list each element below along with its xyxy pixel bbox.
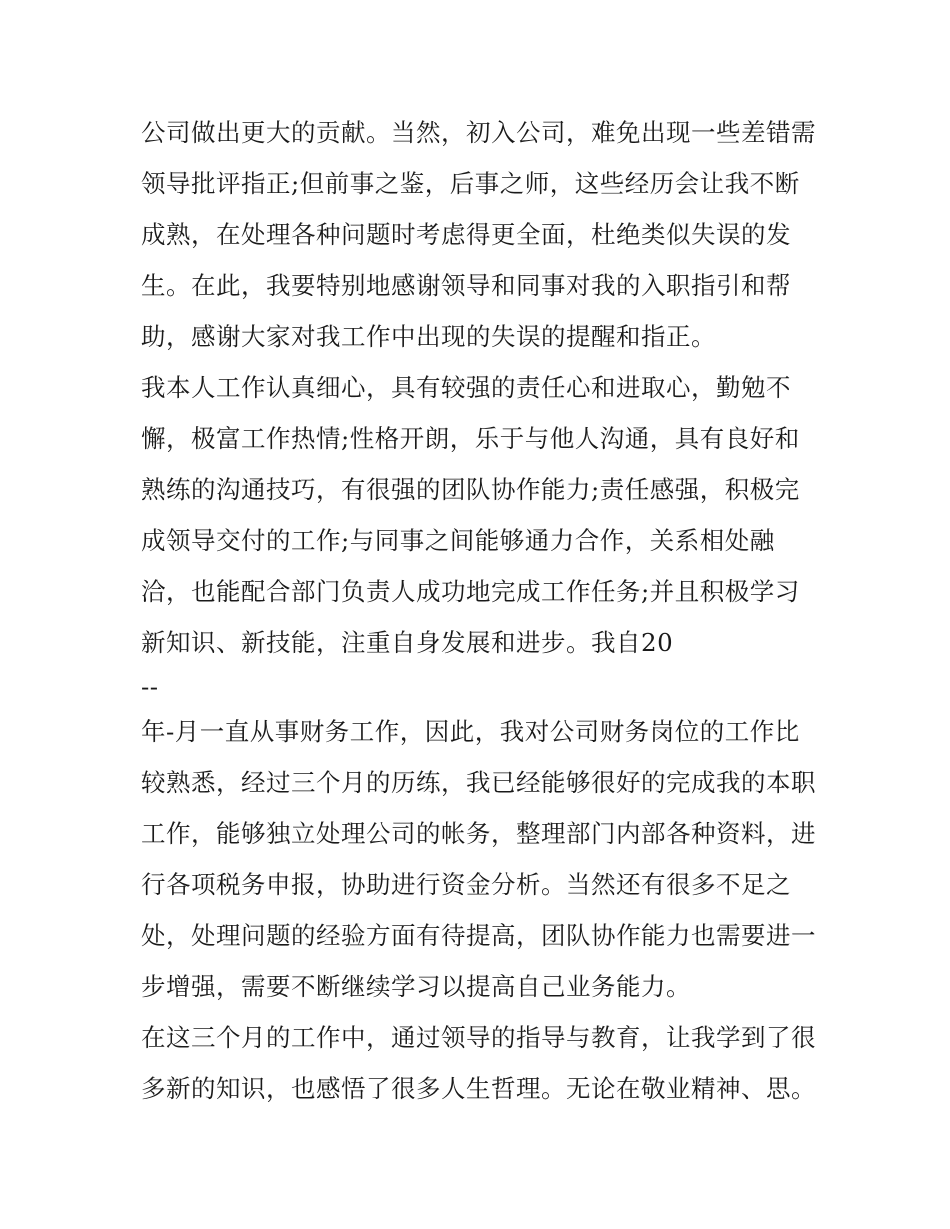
text-line: 处，处理问题的经验方面有待提高，团队协作能力也需要进一: [141, 921, 816, 950]
text-line: 在这三个月的工作中，通过领导的指导与教育，让我学到了很: [141, 1023, 816, 1052]
text-line: 工作，能够独立处理公司的帐务，整理部门内部各种资料，进: [141, 819, 816, 848]
text-line: 熟练的沟通技巧，有很强的团队协作能力;责任感强，积极完: [141, 475, 800, 504]
text-line: 新知识、新技能，注重自身发展和进步。我自20: [141, 628, 674, 657]
text-line: 生。在此，我要特别地感谢领导和同事对我的入职指引和帮: [141, 271, 791, 300]
text-line: 我本人工作认真细心，具有较强的责任心和进取心，勤勉不: [141, 373, 791, 402]
text-line: 懈，极富工作热情;性格开朗，乐于与他人沟通，具有良好和: [141, 424, 800, 453]
text-line: 助，感谢大家对我工作中出现的失误的提醒和指正。: [141, 322, 716, 351]
text-line: 公司做出更大的贡献。当然，初入公司，难免出现一些差错需: [141, 118, 816, 147]
document-body: [141, 107, 821, 1114]
text-line: 成熟，在处理各种问题时考虑得更全面，杜绝类似失误的发: [141, 220, 791, 249]
text-line: 年-月一直从事财务工作，因此，我对公司财务岗位的工作比: [141, 717, 800, 746]
text-line: 较熟悉，经过三个月的历练，我已经能够很好的完成我的本职: [141, 768, 816, 797]
text-line: 领导批评指正;但前事之鉴，后事之师，这些经历会让我不断: [141, 169, 800, 198]
text-line: 洽，也能配合部门负责人成功地完成工作任务;并且积极学习: [141, 577, 800, 606]
separator-line: --: [141, 672, 159, 701]
text-line: 多新的知识，也感悟了很多人生哲理。无论在敬业精神、思。: [141, 1074, 816, 1103]
text-line: 步增强，需要不断继续学习以提高自己业务能力。: [141, 972, 691, 1001]
text-line: 成领导交付的工作;与同事之间能够通力合作，关系相处融: [141, 526, 775, 555]
text-line: 行各项税务申报，协助进行资金分析。当然还有很多不足之: [141, 870, 791, 899]
